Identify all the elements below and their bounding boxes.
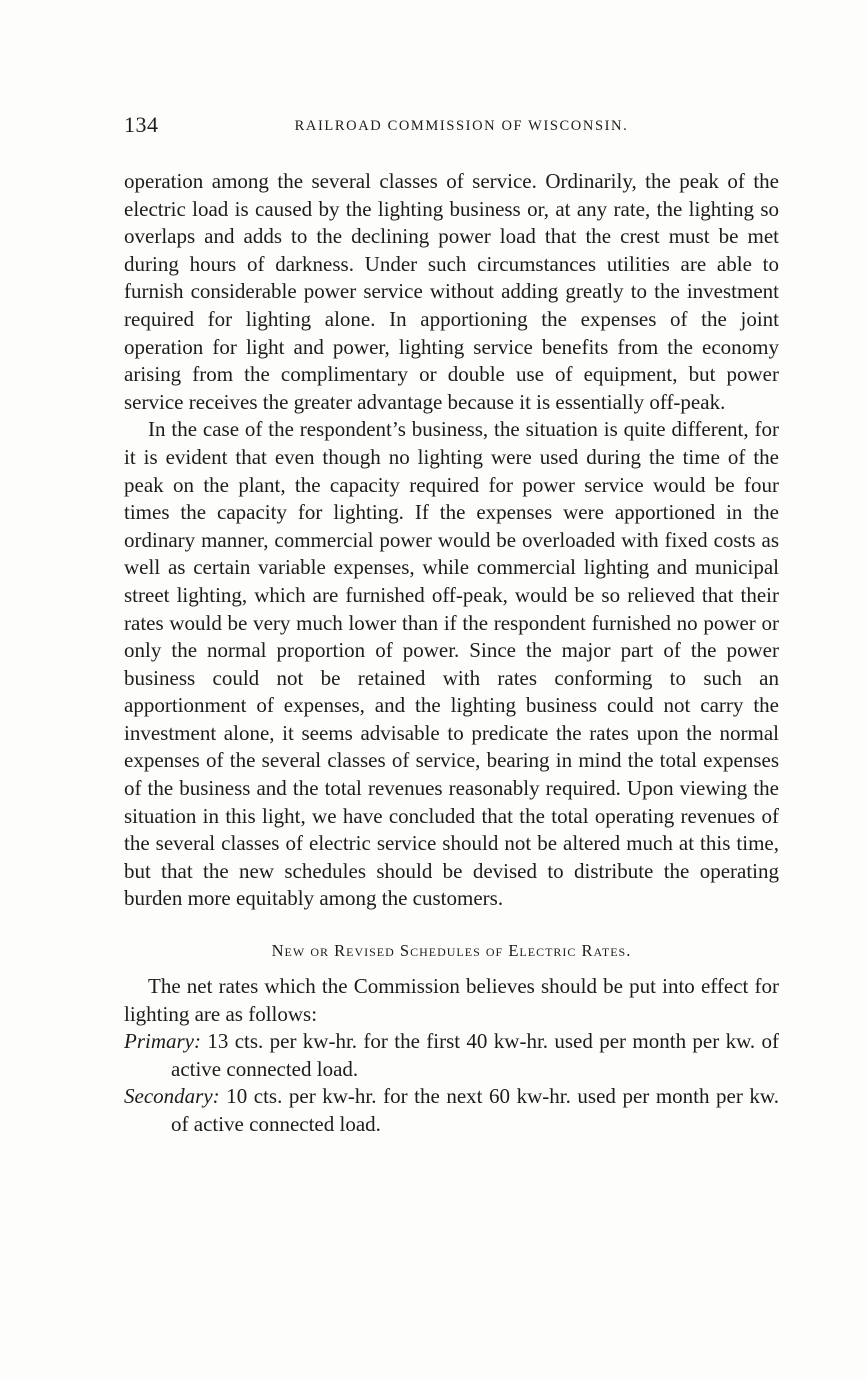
intro-paragraph: The net rates which the Commission believes should be put into effect for lighting are as follows: [124,974,779,1026]
body-text [124,168,779,1139]
rate-label: Secondary: [124,1084,220,1109]
rate-label: Primary: [124,1029,201,1054]
page-header [124,112,779,142]
page-number: 134 [124,112,159,137]
paragraph: In the case of the respondent’s business, the situation is quite different, for it is evident that even though no lighting were used during the time of the peak on the plant, the capacity required for power service would be four times the capacity for lighting. If the expenses were apportioned in the ordinary manner, commercial power would be overloaded with fixed costs as well as certain variable expenses, while commercial lighting and municipal street lighting, which are furnished off-peak, would be so relieved that their rates would be very much lower than if the respondent furnished no power or only the normal proportion of power. Since the major part of the power business could not be retained with rates conforming to such an apportionment of expenses, and the lighting business could not carry the investment alone, it seems advisable to predicate the rates upon the normal expenses of the several classes of service, bearing in mind the total expenses of the business and the total revenues reasonably required. Upon viewing the situation in this light, we have concluded that the total operating revenues of the several classes of electric service should not be altered much at this time, but that the new schedules should be devised to distribute the operating burden more equitably among the customers. [124,417,779,911]
rate-item-primary [124,1028,779,1083]
running-head: RAILROAD COMMISSION OF WISCONSIN. [294,118,629,134]
rate-text: 10 cts. per kw-hr. for the next 60 kw-hr. used per month per kw. of active connected load. [171,1084,779,1136]
section-heading: New or Revised Schedules of Electric Rates. [271,941,632,961]
rate-text: 13 cts. per kw-hr. for the first 40 kw-hr. used per month per kw. of active connected load. [171,1029,779,1081]
rate-item-secondary [124,1083,779,1138]
paragraph: operation among the several classes of service. Ordinarily, the peak of the electric load is caused by the lighting business or, at any rate, the lighting so overlaps and adds to the declining power load that the crest must be met during hours of darkness. Under such circumstances utilities are able to furnish considerable power service without adding greatly to the investment required for lighting alone. In apportioning the expenses of the joint operation for light and power, lighting service benefits from the economy arising from the complimentary or double use of equipment, but power service receives the greater advantage because it is essentially off-peak. [124,169,779,414]
